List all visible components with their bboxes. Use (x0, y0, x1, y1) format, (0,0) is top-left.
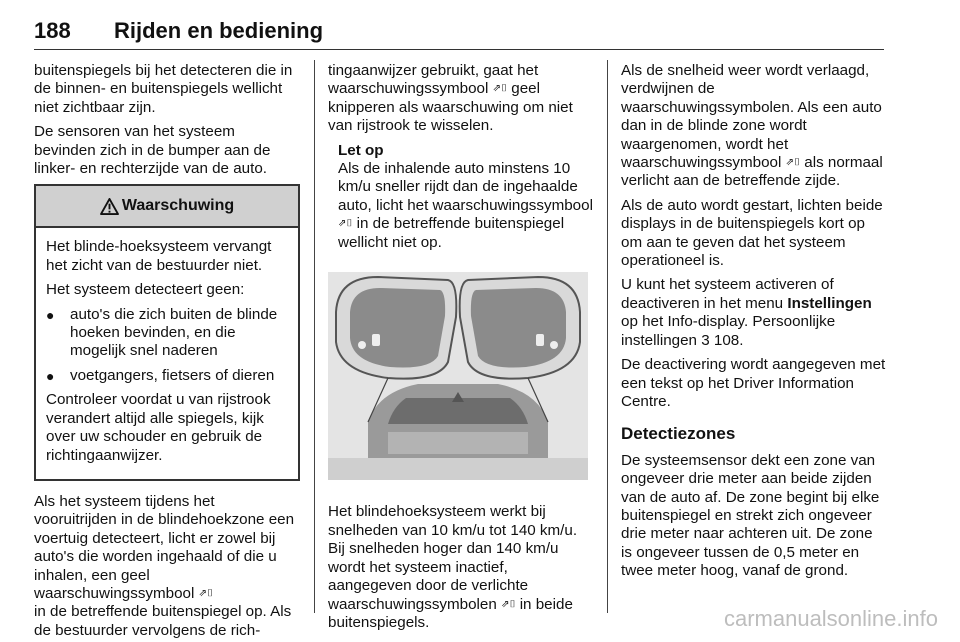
bullet-icon: ● (46, 367, 55, 384)
list-item-text: auto's die zich buiten de blinde hoeken bevinden, en die mogelijk snel naderen (70, 305, 278, 360)
section-heading: Detectiezones (621, 424, 736, 444)
blind-spot-warning-icon: ⇗⌷ (501, 598, 516, 610)
column-divider (314, 60, 315, 613)
list-item (46, 306, 288, 361)
column-3 (621, 62, 887, 587)
paragraph: De sensoren van het systeem bevinden zich in de bumper aan de linker- en rechterzijde van de auto. (34, 123, 271, 178)
warning-box (34, 184, 300, 480)
menu-name: Instellingen (787, 294, 872, 312)
warning-header (36, 186, 298, 228)
list-item (46, 367, 288, 385)
column-divider (607, 60, 608, 613)
paragraph: De deactivering wordt aangegeven met een tekst op het Driver Information Centre. (621, 356, 886, 410)
page-reference: 3 108. (701, 331, 744, 349)
warning-title: Waarschuwing (121, 197, 235, 215)
column-2 (328, 62, 594, 638)
bullet-icon: ● (46, 306, 55, 323)
paragraph: Controleer voordat u van rijstrook verandert altijd alle spiegels, kijk over uw schouder en gebruik de richtingaanwijzer. (46, 391, 271, 464)
note-title: Let op (338, 141, 384, 159)
chapter-title: Rijden en bediening (114, 18, 324, 43)
paragraph: Het blindehoeksysteem werkt bij snelheden van 10 km/u tot 140 km/u. Bij snelheden hoger dan 140 km/u wordt het systeem inactief, aangegeven door de verlichte waarschuwingssymbolen ⇗⌷ in beide buitenspiegels. (328, 503, 578, 631)
paragraph: buitenspiegels bij het detecteren die in de binnen- en buitenspiegels wellicht niet zichtbaar zijn. (34, 62, 293, 116)
blind-spot-warning-icon: ⇗⌷ (492, 83, 508, 95)
blind-spot-warning-icon: ⇗⌷ (338, 218, 353, 230)
note-text: Als de inhalende auto minstens 10 km/u sneller rijdt dan de ingehaalde auto, licht het waarschuwingssymbool ⇗⌷ in de betreffende buitenspiegel wellicht niet op. (338, 160, 593, 251)
paragraph: Het blinde-hoeksysteem vervangt het zicht van de bestuurder niet. (46, 238, 272, 274)
paragraph: U kunt het systeem activeren of deactiveren in het menu Instellingen op het Info-display. Persoonlijke instellingen 3 108. (621, 276, 872, 349)
paragraph: Als de auto wordt gestart, lichten beide displays in de buitenspiegels kort op om aan te geven dat het systeem operationeel is. (621, 196, 883, 270)
warning-triangle-icon (100, 198, 119, 215)
blind-spot-warning-icon: ⇗⌷ (198, 587, 214, 599)
paragraph: tingaanwijzer gebruikt, gaat het waarschuwingssymbool ⇗⌷ geel knipperen als waarschuwing om niet van rijstrook te wisselen. (328, 62, 573, 135)
paragraph: Als het systeem tijdens het vooruitrijden in de blindehoekzone een voertuig detecteert, licht er zowel bij auto's die worden ingehaald of die u inhalen, een geel waarschuwingssymbool ⇗⌷ in de betreffende buitenspiegel op. Als de bestuurder vervolgens de rich- (34, 492, 295, 639)
warning-body (36, 228, 298, 478)
list-item-text: voetgangers, fietsers of dieren (70, 366, 275, 384)
paragraph: De systeemsensor dekt een zone van ongeveer drie meter aan beide zijden van de auto af. De zone begint bij elke buitenspiegel en strekt zich ongeveer drie meter naar achteren uit. De zone is ongeveer tussen de 0,5 meter en twee meter hoog, vanaf de grond. (621, 451, 880, 580)
paragraph: Het systeem detecteert geen: (46, 281, 245, 299)
paragraph: Als de snelheid weer wordt verlaagd, verdwijnen de waarschuwingssymbolen. Als een auto dan in de blinde zone wordt waargenomen, wordt het waarschuwingssymbool ⇗⌷ als normaal verlicht aan de betreffende zijde. (621, 62, 883, 190)
blind-spot-warning-icon: ⇗⌷ (785, 157, 801, 169)
note-block (328, 142, 594, 252)
mirror-illustration (328, 272, 588, 480)
watermark: carmanualsonline.info (723, 606, 938, 631)
column-1 (34, 62, 300, 642)
page-header (34, 16, 884, 50)
page-number: 188 (34, 18, 71, 43)
